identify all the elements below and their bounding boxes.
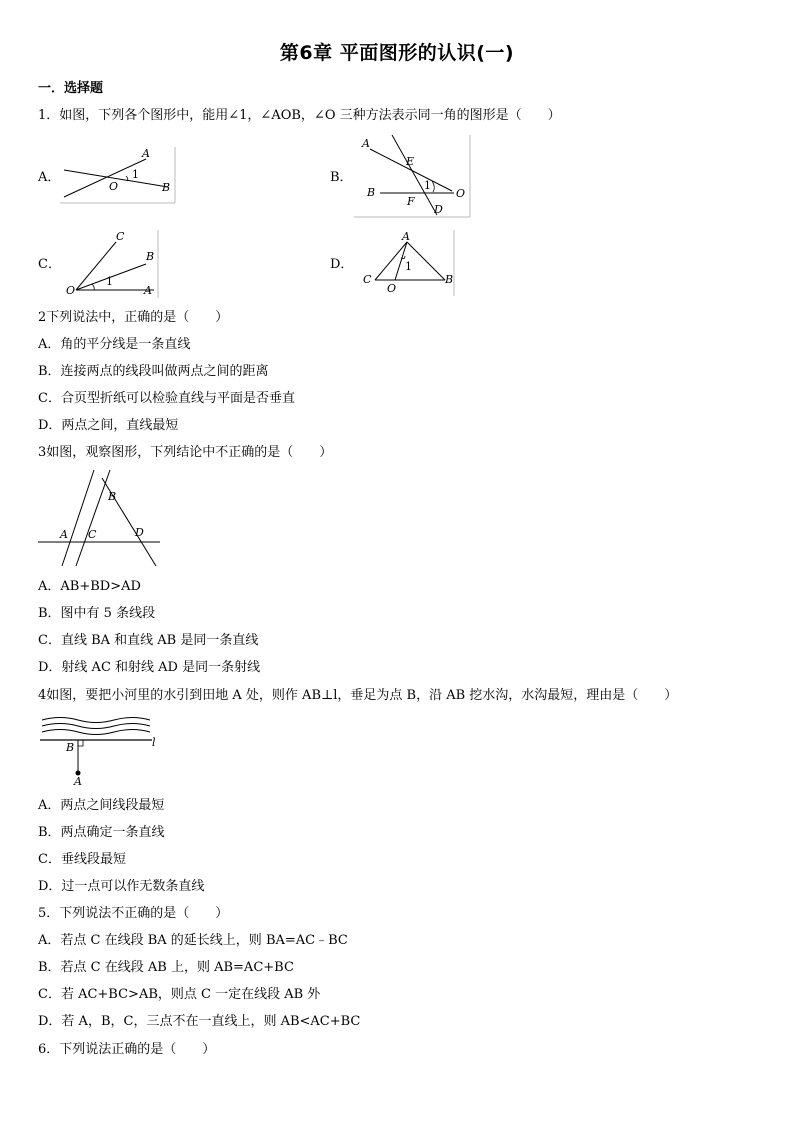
q3-stem: 3如图，观察图形，下列结论中不正确的是（ ） (38, 445, 333, 460)
q1-figure-b (352, 133, 474, 219)
q4-option-a: A．两点之间线段最短 (38, 798, 165, 813)
q2-option-b: B．连接两点的线段叫做两点之间的距离 (38, 364, 269, 379)
q4-label-a: A (74, 775, 82, 788)
q3-option-d: D．射线 AC 和射线 AD 是同一条射线 (38, 660, 261, 675)
q1-figure-d (355, 228, 457, 298)
q1c-label-1: 1 (106, 275, 113, 288)
q1b-label-1: 1 (424, 179, 431, 192)
q1a-label-o: O (109, 180, 119, 193)
q4-figure (38, 714, 168, 790)
q1-option-c-label: C． (38, 257, 61, 272)
q1b-label-b: B (367, 186, 376, 199)
q3-option-a: A．AB+BD>AD (38, 579, 141, 594)
q1b-label-o: O (456, 187, 466, 200)
q2-stem: 2下列说法中，正确的是（ ） (38, 310, 229, 325)
q1b-label-d: D (434, 203, 443, 216)
q3-option-b: B．图中有 5 条线段 (38, 606, 156, 621)
q5-option-c: C．若 AC+BC>AB，则点 C 一定在线段 AB 外 (38, 987, 321, 1002)
q2-option-a: A．角的平分线是一条直线 (38, 337, 191, 352)
q4-label-l: l (152, 736, 156, 749)
q1a-label-1: 1 (132, 168, 139, 181)
q1c-label-o: O (66, 284, 76, 297)
q1b-label-f: F (407, 195, 415, 208)
q4-label-b: B (66, 741, 75, 754)
q1c-label-a: A (144, 284, 152, 297)
page-title: 第6章 平面图形的认识(一) (279, 42, 515, 64)
q1-option-d-label: D． (330, 257, 354, 272)
q1d-label-o: O (387, 282, 397, 295)
q4-option-d: D．过一点可以作无数条直线 (38, 879, 205, 894)
q5-option-d: D．若 A，B，C，三点不在一直线上，则 AB<AC+BC (38, 1014, 361, 1029)
q1-option-b-label: B． (330, 170, 353, 185)
q1-option-a-label: A． (38, 170, 61, 185)
q6-stem: 6．下列说法正确的是（ ） (38, 1042, 216, 1057)
q2-option-d: D．两点之间，直线最短 (38, 418, 179, 433)
q4-option-c: C．垂线段最短 (38, 852, 126, 867)
q4-option-b: B．两点确定一条直线 (38, 825, 165, 840)
q1c-label-b: B (146, 250, 155, 263)
q2-option-c: C．合页型折纸可以检验直线与平面是否垂直 (38, 391, 295, 406)
q1b-label-e: E (406, 155, 415, 168)
q3-option-c: C．直线 BA 和直线 AB 是同一条直线 (38, 633, 259, 648)
q1b-label-a: A (362, 137, 370, 150)
q5-option-a: A．若点 C 在线段 BA 的延长线上，则 BA=AC﹣BC (38, 933, 348, 948)
q4-stem: 4如图，要把小河里的水引到田地 A 处，则作 AB⊥l，垂足为点 B，沿 AB 挖水沟，水沟最短，理由是（ ） (38, 688, 678, 703)
q3-label-c: C (88, 528, 97, 541)
q5-option-b: B．若点 C 在线段 AB 上，则 AB=AC+BC (38, 960, 294, 975)
q1-figure-a (60, 145, 178, 209)
q1d-label-a: A (402, 230, 410, 243)
q1d-label-b: B (445, 273, 454, 286)
q3-label-d: D (135, 526, 144, 539)
q1a-label-a: A (142, 147, 150, 160)
q3-label-b: B (108, 490, 117, 503)
q1-figure-c (62, 228, 162, 300)
q1-stem: 1．如图，下列各个图形中，能用∠1，∠AOB，∠O 三种方法表示同一角的图形是（ ） (38, 108, 561, 123)
q1d-label-1: 1 (405, 260, 412, 273)
q3-figure (38, 470, 162, 568)
q3-label-a: A (60, 528, 68, 541)
q1c-label-c: C (116, 230, 125, 243)
q1a-label-b: B (162, 181, 171, 194)
q5-stem: 5．下列说法不正确的是（ ） (38, 906, 229, 921)
q1d-label-c: C (363, 273, 372, 286)
section-heading: 一．选择题 (38, 81, 104, 96)
